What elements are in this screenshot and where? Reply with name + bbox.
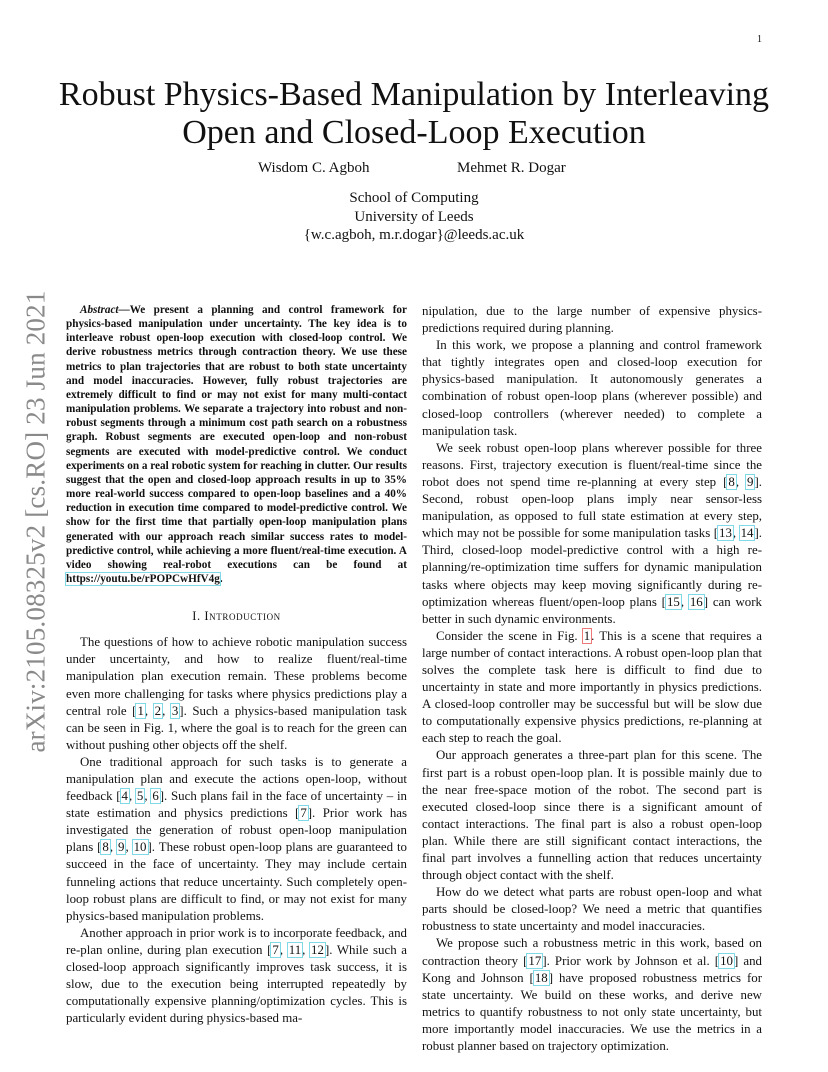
right-paragraph: We seek robust open-loop plans wherever possible for three reasons. First, trajectory execution is fluent/real-time since the robot does not spend time re-planning at every step [8, 9]. Second, robust open-loop plans imply near sensor-less manipulation, as opposed to full state estimation at every step, which may not be possible for some manipulation tasks [13, 14]. Third, closed-loop model-predictive control with a high re-planning/re-optimization time suffers for dynamic manipulation tasks where objects may keep moving significantly during re-optimization whereas fluent/open-loop plans [15, 16] can work better in such dynamic environments. xyxy=(422,440,762,626)
arxiv-identifier: arXiv:2105.08325v2 [cs.RO] 23 Jun 2021 xyxy=(20,290,51,753)
right-paragraph: How do we detect what parts are robust open-loop and what parts should be closed-loop? We need a metric that quantifies robustness to state uncertainty and model inaccuracies. xyxy=(422,885,762,934)
citation-link[interactable]: 18 xyxy=(534,970,548,985)
citation-link[interactable]: 10 xyxy=(133,840,147,855)
paper-title xyxy=(40,76,788,152)
abstract-text: —We present a planning and control framework for physics-based manipulation under uncertainty. The key idea is to interleave robust open-loop execution with closed-loop control. We derive robustness metrics through contraction theory. We use these metrics to plan trajectories that are robust to both state uncertainty and model inaccuracies. However, fully robust trajectories are extremely difficult to find or may not exist for many multi-contact manipulation problems. We separate a trajectory into robust and non-robust segments through a minimum cost path search on a robustness graph. Robust segments are executed open-loop and non-robust segments are executed with model-predictive control. We conduct experiments on a real robotic system for reaching in clutter. Our results suggest that the open and closed-loop approach results in up to 35% more real-world success compared to open-loop baselines and a 40% reduction in execution time compared to model-predictive control. We show for the first time that partially open-loop manipulation plans generated with our approach reach similar success rates to model-predictive control, while achieving a more fluent/real-time execution. A video showing real-robot executions can be found at xyxy=(66,304,407,571)
affiliation-university: University of Leeds xyxy=(354,208,474,225)
citation-link[interactable]: 3 xyxy=(171,703,179,718)
citation-link[interactable]: 17 xyxy=(528,953,542,968)
citation-link[interactable]: 2 xyxy=(154,703,162,718)
citation-link[interactable]: 11 xyxy=(288,942,302,957)
author-2: Mehmet R. Dogar xyxy=(457,160,566,176)
citation-link[interactable]: 9 xyxy=(747,474,754,489)
left-paragraph: One traditional approach for such tasks is to generate a manipulation plan and execute the actions open-loop, without feedback [4, 5, 6]. Such plans fail in the face of uncertainty – in state estimation and physics predictions [7]. Prior work has investigated the generation of robust open-loop manipulation plans [8, 9, 10]. These robust open-loop plans are guaranteed to succeed in the face of uncertainty. They may include certain funneling actions that reduce uncertainty. Such completely open-loop robust plans are difficult to find, or may not exist for many physics-based manipulation problems. xyxy=(66,754,408,923)
right-column xyxy=(422,303,762,1055)
citation-link[interactable]: 12 xyxy=(311,942,324,957)
citation-link[interactable]: 9 xyxy=(118,840,125,855)
right-paragraph: We propose such a robustness metric in this work, based on contraction theory [17]. Prior work by Johnson et al. [10] and Kong and Johnson [18] have proposed robustness metrics for state uncertainty. We build on these works, and derive new metrics to quantify robustness to not only state uncertainty, but more importantly model inaccuracies. We use the metrics in a robust planner based on trajectory optimization. xyxy=(422,936,762,1054)
affiliation-school: School of Computing xyxy=(349,190,479,206)
citation-link[interactable]: 1 xyxy=(137,703,144,718)
right-paragraph: Our approach generates a three-part plan for this scene. The first part is a robust open-loop plan. It is possible mainly due to the near free-space motion of the robot. The second part is executed closed-loop since there is a significant amount of contact interactions. The final part is also a robust open-loop plan. While there are still significant contact interactions, the final part involves a funnelling action that reduces uncertainty through object contact with the shelf. xyxy=(422,748,762,883)
right-body-text xyxy=(422,303,762,1055)
citation-link[interactable]: 15 xyxy=(666,594,680,609)
page-number: 1 xyxy=(757,34,762,45)
section-title: I. Introduction xyxy=(192,609,281,624)
video-link[interactable]: https://youtu.be/rPOPCwHfV4g xyxy=(66,572,220,585)
citation-link[interactable]: 7 xyxy=(272,942,279,957)
citation-link[interactable]: 5 xyxy=(136,789,144,804)
citation-link[interactable]: 14 xyxy=(740,526,754,541)
section-heading xyxy=(66,608,407,625)
author-1: Wisdom C. Agboh xyxy=(258,160,370,176)
citation-link[interactable]: 4 xyxy=(121,789,128,804)
citation-link[interactable]: 16 xyxy=(689,594,703,609)
title-line-1: Robust Physics-Based Manipulation by Interleaving xyxy=(58,76,770,113)
abstract: Abstract—We present a planning and control framework for physics-based manipulation under uncertainty. The key idea is to interleave robust open-loop execution with closed-loop control. We derive robustness metrics through contraction theory. We use these metrics to plan trajectories that are robust to both state uncertainty and model inaccuracies. However, fully robust trajectories are extremely difficult to find or may not exist for many multi-contact manipulation problems. We separate a trajectory into robust and non-robust segments through a minimum cost path search on a robustness graph. Robust segments are executed open-loop and non-robust segments are executed with model-predictive control. We conduct experiments on a real robotic system for reaching in clutter. Our results suggest that the open and closed-loop approach results in up to 35% more real-world success compared to open-loop baselines and a 40% reduction in execution time compared to model-predictive control. We show for the first time that partially open-loop manipulation plans generated with our approach reach similar success rates to model-predictive control, while achieving a more fluent/real-time execution. A video showing real-robot executions can be found at https://youtu.be/rPOPCwHfV4g. xyxy=(66,304,407,585)
citation-link[interactable]: 7 xyxy=(300,806,307,821)
left-column xyxy=(66,303,407,1027)
abstract-label: Abstract xyxy=(80,304,119,316)
left-paragraph: Another approach in prior work is to incorporate feedback, and re-plan online, during plan execution [7, 11, 12]. While such a closed-loop approach significantly improves task success, it is slow, due to the execution being interrupted repeatedly by computationally expensive planning/optimization cycles. This is particularly evident during physics-based ma- xyxy=(66,925,407,1026)
citation-link[interactable]: 8 xyxy=(728,474,735,489)
citation-link[interactable]: 8 xyxy=(102,840,109,855)
left-body-text xyxy=(66,634,407,1027)
left-paragraph: The questions of how to achieve robotic manipulation success under uncertainty, and how to realize fluent/real-time manipulation plan execution remain. These problems become even more challenging for tasks where physics predictions play a central role [1, 2, 3]. Such a physics-based manipulation task can be seen in Fig. 1, where the goal is to reach for the green can without pushing other objects off the shelf. xyxy=(66,635,407,752)
affiliation-emails: {w.c.agboh, m.r.dogar}@leeds.ac.uk xyxy=(303,227,525,243)
affiliation xyxy=(0,189,828,245)
figure-reference-link[interactable]: 1 xyxy=(583,628,591,643)
right-paragraph: nipulation, due to the large number of expensive physics-predictions required during planning. xyxy=(422,304,762,336)
citation-link[interactable]: 6 xyxy=(152,789,159,804)
citation-link[interactable]: 10 xyxy=(720,953,733,968)
citation-link[interactable]: 13 xyxy=(719,526,732,541)
title-line-2: Open and Closed-Loop Execution xyxy=(182,114,646,151)
right-paragraph: In this work, we propose a planning and control framework that tightly integrates open and closed-loop execution for physics-based manipulation. It autonomously generates a combination of robust open-loop plans (wherever possible) and closed-loop controllers (wherever needed) to complete a manipulation task. xyxy=(422,338,762,438)
right-paragraph: Consider the scene in Fig. 1. This is a scene that requires a large number of contact interactions. A robust open-loop plan that solves the complete task here is difficult to find due to uncertainty in state and more importantly in physics predictions. A closed-loop controller may be successful but will be slow due to computationally expensive physics predictions, re-planning at each step to reach the goal. xyxy=(422,628,762,746)
